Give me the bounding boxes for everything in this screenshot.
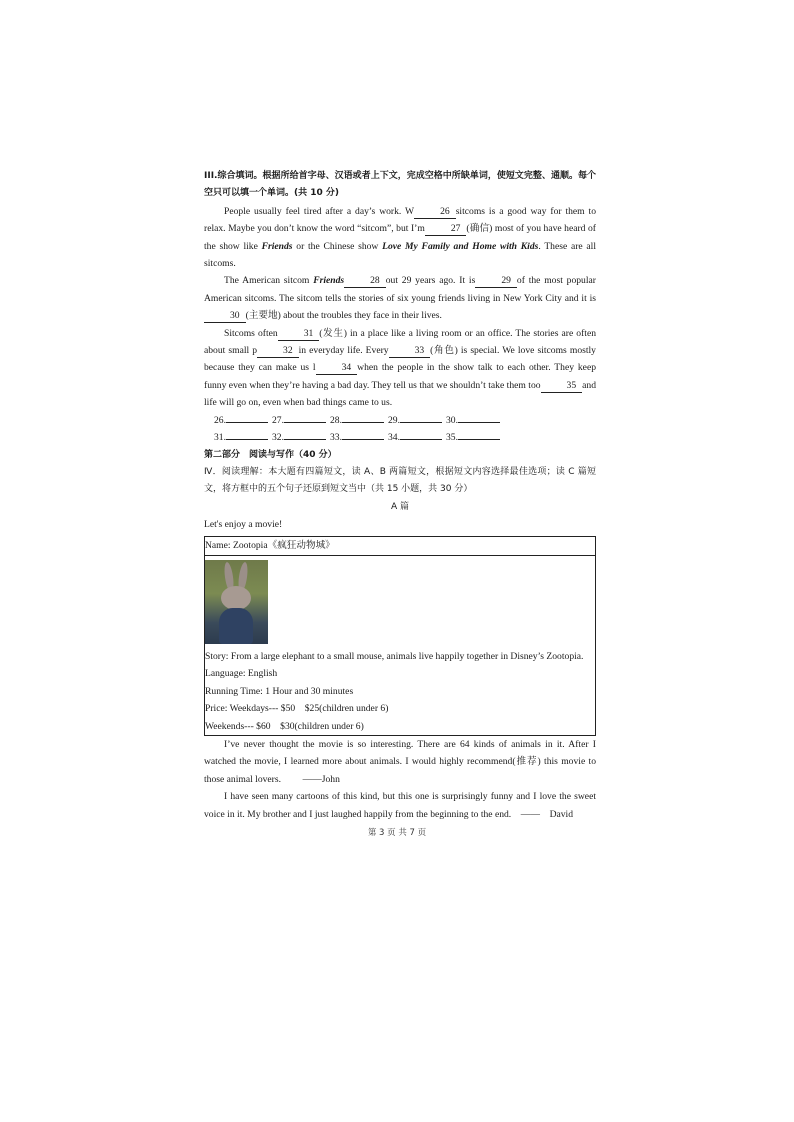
- answer-29[interactable]: 29.: [388, 412, 446, 429]
- answer-32[interactable]: 32.: [272, 429, 330, 446]
- blank-26[interactable]: 26: [414, 206, 456, 219]
- answer-31[interactable]: 31.: [214, 429, 272, 446]
- passage-intro: Let's enjoy a movie!: [204, 519, 283, 531]
- page-content: [204, 168, 596, 823]
- paragraph-3: Sitcoms often 31 (发生) in a place like a living room or an office. The stories are often about small p 32 in everyday life. Every 33 (角色) is special. We love sitcoms mostly because they can make us l 34 when the people in the show talk to each other. They keep funny even when they’re having a bad day. They tell us that we shouldn’t take them too 35 and life will go on, even when bad things came to us.: [204, 327, 596, 409]
- movie-language: Language: English: [205, 668, 278, 680]
- movie-price-weekdays: Price: Weekdays--- $50 $25(children under 6): [205, 703, 389, 715]
- part2-title: 第二部分 阅读与写作（40 分）: [204, 449, 337, 460]
- answer-28[interactable]: 28.: [330, 412, 388, 429]
- answer-34[interactable]: 34.: [388, 429, 446, 446]
- blank-27[interactable]: 27: [425, 223, 467, 236]
- answer-row-1: [204, 412, 596, 429]
- blank-32[interactable]: 32: [257, 345, 299, 358]
- answer-27[interactable]: 27.: [272, 412, 330, 429]
- paragraph-1: People usually feel tired after a day’s work. W 26 sitcoms is a good way for them to relax. Maybe you don’t know the word “sitcom”, but I’m 27 (确信) most of you have heard of the show like Friends or the Chinese show Love My Family and Home with Kids. These are all sitcoms.: [204, 205, 597, 270]
- blank-33[interactable]: 33: [389, 345, 431, 358]
- answer-35[interactable]: 35.: [446, 429, 504, 446]
- movie-story: Story: From a large elephant to a small mouse, animals live happily together in Disney’s Zootopia.: [205, 650, 584, 662]
- blank-28[interactable]: 28: [344, 275, 386, 288]
- answer-26[interactable]: 26.: [214, 412, 272, 429]
- answer-33[interactable]: 33.: [330, 429, 388, 446]
- blank-35[interactable]: 35: [541, 380, 583, 393]
- answer-30[interactable]: 30.: [446, 412, 504, 429]
- passage-label: A 篇: [390, 501, 410, 512]
- review-david: I have seen many cartoons of this kind, but this one is surprisingly funny and I love the sweet voice in it. My brother and I just laughed happily from the beginning to the end. —— David: [204, 791, 596, 820]
- answer-row-2: [204, 429, 596, 446]
- blank-29[interactable]: 29: [475, 275, 517, 288]
- movie-name: Name: Zootopia《疯狂动物城》: [205, 537, 595, 556]
- blank-30[interactable]: 30: [204, 310, 246, 323]
- review-john: I’ve never thought the movie is so interesting. There are 64 kinds of animals in it. After I watched the movie, I learned more about animals. I would highly recommend(推荐) this movie to those animal lovers. ——John: [204, 738, 596, 785]
- part2-instruction: Ⅳ．阅读理解：本大题有四篇短文，读 A、B 两篇短文，根据短文内容选择最佳选项；读 C 篇短文，将方框中的五个句子还原到短文当中（共 15 小题，共 30 分）: [204, 466, 596, 495]
- zootopia-poster-image: [205, 560, 268, 644]
- movie-running-time: Running Time: 1 Hour and 30 minutes: [205, 685, 354, 697]
- page-footer: 第 3 页 共 7 页: [367, 828, 427, 838]
- paragraph-2: The American sitcom Friends 28 out 29 years ago. It is 29 of the most popular American sitcoms. The sitcom tells the stories of six young friends living in New York City and it is30 (主要地) about the troubles they face in their lives.: [204, 275, 596, 322]
- movie-price-weekends: Weekends--- $60 $30(children under 6): [205, 720, 364, 732]
- blank-34[interactable]: 34: [316, 362, 358, 375]
- section3-title: III.综合填词。根据所给首字母、汉语或者上下文，完成空格中所缺单词，使短文完整、通顺。每个空只可以填一个单词。(共 10 分): [204, 171, 596, 199]
- movie-info-box: [204, 536, 596, 736]
- blank-31[interactable]: 31: [278, 328, 320, 341]
